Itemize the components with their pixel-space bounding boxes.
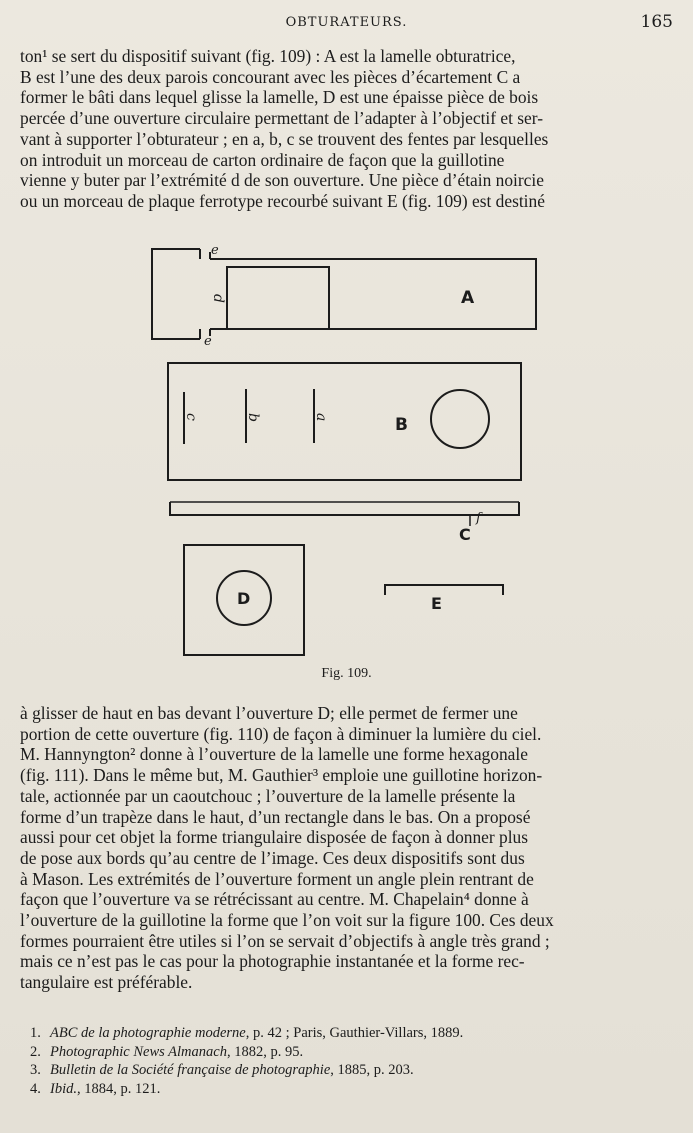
text-line: façon que l’ouverture va se rétrécissant au centre. M. Chapelain⁴ donne à [20,889,529,910]
footnote: 4. Ibid., 1884, p. 121. [30,1080,161,1097]
text-line: ton¹ se sert du dispositif suivant (fig. 109) : A est la lamelle obturatrice, [20,46,516,66]
footnote: 3. Bulletin de la Société française de photographie, 1885, p. 203. [30,1062,414,1078]
figure-caption: Fig. 109. [321,666,372,681]
text-line: forme d’un trapèze dans le haut, d’un rectangle dans le bas. On a proposé [20,806,531,827]
label-e-top: e [211,243,219,258]
text-line: on introduit un morceau de carton ordinaire de façon que la guillotine [20,149,505,170]
footnote: 2. Photographic News Almanach, 1882, p. 95. [30,1043,304,1060]
piece-a-opening [227,267,329,329]
text-line: vant à supporter l’obturateur ; en a, b, c se trouvent des fentes par lesquelles [20,128,549,149]
text-line: à Mason. Les extrémités de l’ouverture forment un angle plein rentrant de [20,868,534,889]
piece-c-spacer [170,502,519,526]
running-title: OBTURATEURS. [285,15,408,30]
label-d-upper: D [237,589,251,608]
text-line: l’ouverture de la guillotine la forme que l’on voit sur la figure 100. Ces deux [20,910,554,931]
piece-a-lamelle [152,249,536,339]
text-line: de pose aux bords qu’au centre de l’image. Ces deux dispositifs sont dus [20,847,525,868]
text-line: portion de cette ouverture (fig. 110) de façon à diminuer la lumière du ciel. [20,723,542,744]
text-line: former le bâti dans lequel glisse la lamelle, D est une épaisse pièce de bois [20,87,539,108]
text-line: formes pourraient être utiles si l’on se servait d’objectifs à angle très grand ; [20,930,550,951]
bottom-paragraph [20,703,675,993]
footnotes [30,1024,670,1098]
text-line: M. Hannyngton² donne à l’ouverture de la lamelle une forme hexagonale [20,744,528,765]
text-line: vienne y buter par l’extrémité d de son ouverture. Une pièce d’étain noircie [20,170,544,191]
text-line: tangulaire est préférable. [20,972,193,993]
label-d-lower: d [210,294,226,303]
label-a-lower: a [313,413,329,422]
label-a-upper: A [461,288,475,308]
piece-e-bent-plate [385,585,503,595]
figure-109-drawing [0,232,693,682]
label-f: f [476,511,481,526]
label-e-bottom: e [204,334,212,349]
top-paragraph [20,46,675,212]
label-b-upper: B [395,415,408,435]
text-line: à glisser de haut en bas devant l’ouverture D; elle permet de fermer une [20,703,518,723]
label-c-upper: C [459,525,471,544]
text-line: percée d’une ouverture circulaire permettant de l’adapter à l’objectif et ser- [20,108,544,129]
label-c-lower: c [183,413,199,421]
text-line: aussi pour cet objet la forme triangulaire disposée de façon à donner plus [20,827,529,848]
footnote: 1. ABC de la photographie moderne, p. 42 ; Paris, Gauthier-Villars, 1889. [30,1025,464,1041]
text-line: ou un morceau de plaque ferrotype recourbé suivant E (fig. 109) est destiné [20,190,545,211]
figure-109 [0,232,693,682]
label-b-lower: b [245,413,261,422]
text-line: (fig. 111). Dans le même but, M. Gauthier³ emploie une guillotine horizon- [20,765,543,786]
text-line: tale, actionnée par un caoutchouc ; l’ouverture de la lamelle présente la [20,785,516,806]
label-e-upper: E [431,594,442,613]
page-number: 165 [640,12,673,32]
piece-b-wall [168,363,521,480]
text-line: mais ce n’est pas le cas pour la photographie instantanée et la forme rec- [20,951,525,972]
piece-b-circle [431,390,489,448]
text-line: B est l’une des deux parois concourant avec les pièces d’écartement C a [20,66,521,87]
page-header [20,12,673,34]
